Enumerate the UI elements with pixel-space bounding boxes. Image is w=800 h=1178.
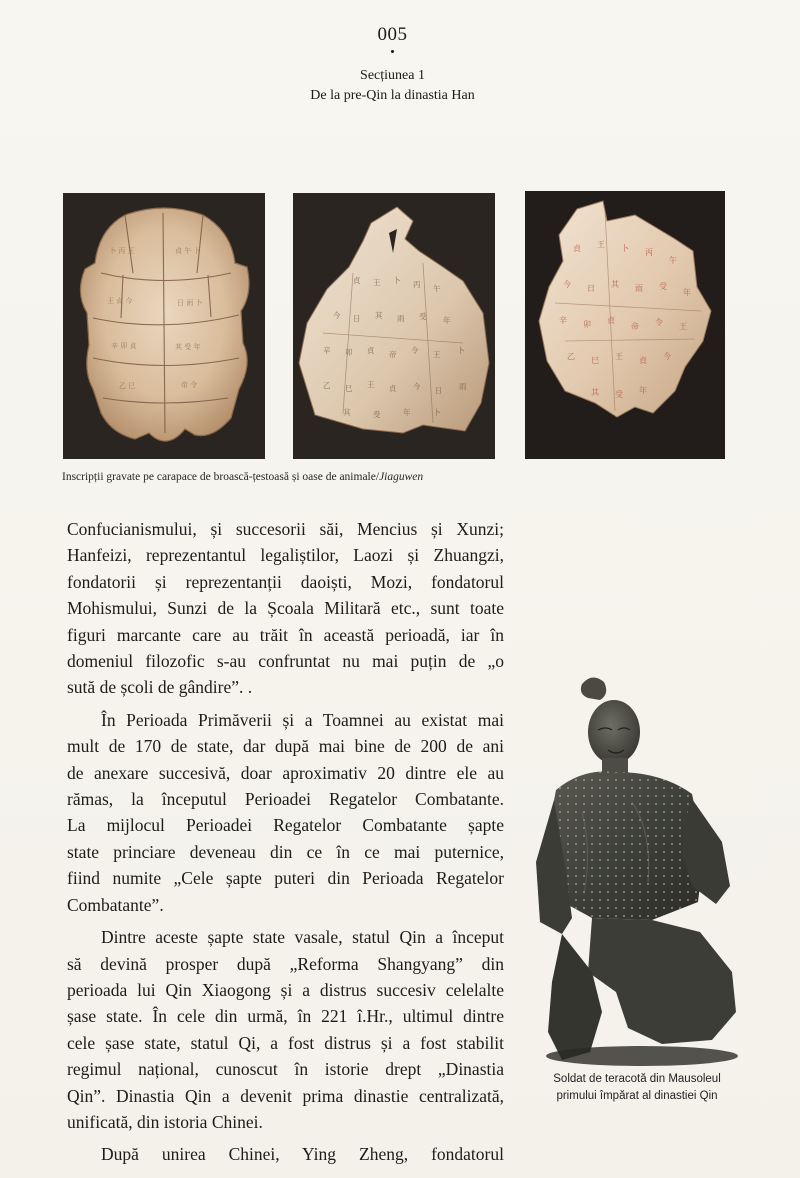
oracle-bone-photo	[293, 193, 495, 459]
section-title: De la pre-Qin la dinastia Han	[310, 88, 475, 103]
svg-text:卜: 卜	[433, 408, 441, 417]
soldier-caption-line-1: Soldat de teracotă din Mausoleul	[553, 1073, 721, 1085]
text-line: În Perioada Primăverii și a Toamnei au existat mai	[101, 709, 504, 730]
svg-text:日: 日	[435, 386, 443, 395]
text-line: unificată, din istoria Chinei.	[67, 1111, 263, 1132]
svg-text:卜 丙 王: 卜 丙 王	[109, 247, 135, 255]
svg-text:貞: 貞	[607, 316, 615, 325]
svg-text:貞: 貞	[367, 346, 375, 355]
soldier-caption-line-2: primului împărat al dinastiei Qin	[556, 1090, 718, 1102]
svg-text:日: 日	[353, 314, 361, 323]
svg-text:其: 其	[375, 311, 383, 320]
svg-text:受: 受	[615, 390, 623, 399]
svg-text:貞: 貞	[353, 276, 361, 285]
inscribed-fragment-photo	[525, 191, 725, 459]
text-line: Confucianismului, și succesorii săi, Mencius și Xunzi;	[67, 519, 504, 539]
svg-text:巳: 巳	[345, 384, 353, 393]
svg-text:雨: 雨	[635, 284, 643, 293]
svg-text:其: 其	[591, 388, 599, 397]
soldier-caption	[522, 1071, 752, 1105]
svg-text:年: 年	[683, 288, 691, 297]
svg-text:辛: 辛	[559, 316, 567, 325]
svg-text:巳: 巳	[591, 356, 599, 365]
paragraph-1	[67, 516, 504, 701]
header-dot	[391, 50, 394, 53]
svg-text:日 雨 卜: 日 雨 卜	[177, 299, 203, 307]
text-line: de anexare succesivă, doar aproximativ 20 dintre ele au	[67, 762, 504, 783]
svg-text:貞: 貞	[389, 384, 397, 393]
svg-text:其: 其	[343, 408, 351, 417]
paragraph-3	[67, 924, 504, 1135]
page-number: 005	[377, 24, 408, 45]
svg-text:年: 年	[443, 316, 451, 325]
svg-text:午: 午	[433, 284, 441, 293]
svg-text:雨: 雨	[397, 314, 405, 323]
svg-text:令: 令	[411, 346, 419, 355]
text-line: fiind numite „Cele șapte puteri din Perioada Regatelor	[67, 868, 504, 889]
paragraph-4	[67, 1141, 504, 1167]
svg-text:乙 巳: 乙 巳	[119, 382, 136, 390]
text-line: să devină prosper după „Reforma Shangyang” din	[67, 953, 504, 974]
svg-text:辛: 辛	[323, 346, 331, 355]
svg-text:年: 年	[639, 386, 647, 395]
text-line: cele șase state, statul Qi, a fost distrus și a fost stabilit	[67, 1032, 504, 1053]
text-line: Qin”. Dinastia Qin a devenit prima dinastie centralizată,	[67, 1085, 504, 1106]
svg-text:王 貞 今: 王 貞 今	[107, 297, 133, 305]
svg-text:辛 卯 貞: 辛 卯 貞	[111, 342, 137, 350]
svg-text:貞: 貞	[639, 356, 647, 365]
paragraph-2	[67, 707, 504, 918]
text-line: domeniul filozofic s-au confruntat nu mai puțin de „o	[67, 651, 504, 672]
text-line: La mijlocul Perioadei Regatelor Combatante șapte	[67, 815, 504, 836]
svg-text:今: 今	[563, 280, 571, 289]
svg-text:受: 受	[373, 410, 381, 419]
svg-text:年: 年	[403, 408, 411, 417]
text-line: După unirea Chinei, Ying Zheng, fondatorul	[101, 1144, 504, 1165]
svg-text:王: 王	[679, 322, 687, 331]
svg-text:午: 午	[669, 256, 677, 265]
text-line: Dintre aceste șapte state vasale, statul Qin a început	[101, 927, 504, 948]
svg-text:其 受 年: 其 受 年	[175, 343, 201, 351]
text-line: șase state. În cele din urmă, în 221 î.Hr., ultimul dintre	[67, 1006, 504, 1027]
text-line: regimul național, cunoscut în istorie drept „Dinastia	[67, 1059, 504, 1080]
svg-text:王: 王	[433, 350, 441, 359]
text-line: rămas, la începutul Perioadei Regatelor Combatante.	[67, 789, 504, 810]
svg-text:帝: 帝	[631, 322, 639, 331]
svg-text:卜: 卜	[621, 244, 629, 253]
svg-text:日: 日	[587, 284, 595, 293]
svg-text:今: 今	[413, 382, 421, 391]
svg-text:王: 王	[615, 352, 623, 361]
svg-text:雨: 雨	[459, 382, 467, 391]
svg-text:王: 王	[367, 380, 375, 389]
svg-text:乙: 乙	[323, 381, 331, 390]
svg-text:令: 令	[655, 318, 663, 327]
svg-text:卯: 卯	[583, 320, 591, 329]
text-line: Mohismului, Sunzi de la Școala Militară etc., sunt toate	[67, 598, 504, 619]
svg-text:卜: 卜	[393, 276, 401, 285]
svg-text:丙: 丙	[413, 280, 421, 289]
photos-caption	[62, 470, 522, 485]
text-line: figuri marcante care au trăit în această perioadă, iar în	[67, 624, 504, 645]
text-line: Hanfeizi, reprezentantul legaliștilor, Laozi și Zhuangzi,	[67, 545, 504, 566]
photos-caption-text: Inscripții gravate pe carapace de broască-țestoasă și oase de animale/	[62, 471, 380, 483]
svg-text:貞 午 卜: 貞 午 卜	[175, 247, 201, 255]
svg-text:今: 今	[663, 352, 671, 361]
svg-text:卜: 卜	[457, 346, 465, 355]
text-line: perioada lui Qin Xiaogong și a distrus succesiv celelalte	[67, 979, 504, 1000]
svg-text:帝 令: 帝 令	[181, 381, 198, 389]
svg-text:今: 今	[333, 311, 341, 320]
svg-text:受: 受	[419, 312, 427, 321]
svg-text:其: 其	[611, 280, 619, 289]
terracotta-soldier-photo	[532, 672, 742, 1068]
svg-text:受: 受	[659, 282, 667, 291]
svg-text:卯: 卯	[345, 348, 353, 357]
text-line: state princiare deveneau din ce în ce mai puternice,	[67, 841, 504, 862]
main-text	[67, 516, 504, 1168]
svg-text:帝: 帝	[389, 350, 397, 359]
svg-text:王: 王	[597, 240, 605, 249]
svg-text:乙: 乙	[567, 352, 575, 361]
text-line: mult de 170 de state, dar după mai bine de 200 de ani	[67, 736, 504, 757]
text-line: Combatante”.	[67, 894, 164, 915]
photos-caption-italic: Jiaguwen	[379, 471, 424, 483]
section-label: Secțiunea 1	[360, 68, 425, 83]
tortoise-shell-photo	[63, 193, 265, 459]
svg-text:王: 王	[373, 278, 381, 287]
svg-text:丙: 丙	[645, 248, 653, 257]
text-line: sută de școli de gândire”. .	[67, 677, 253, 698]
svg-text:貞: 貞	[573, 244, 581, 253]
text-line: fondatorii și reprezentanții daoiști, Mozi, fondatorul	[67, 571, 504, 592]
